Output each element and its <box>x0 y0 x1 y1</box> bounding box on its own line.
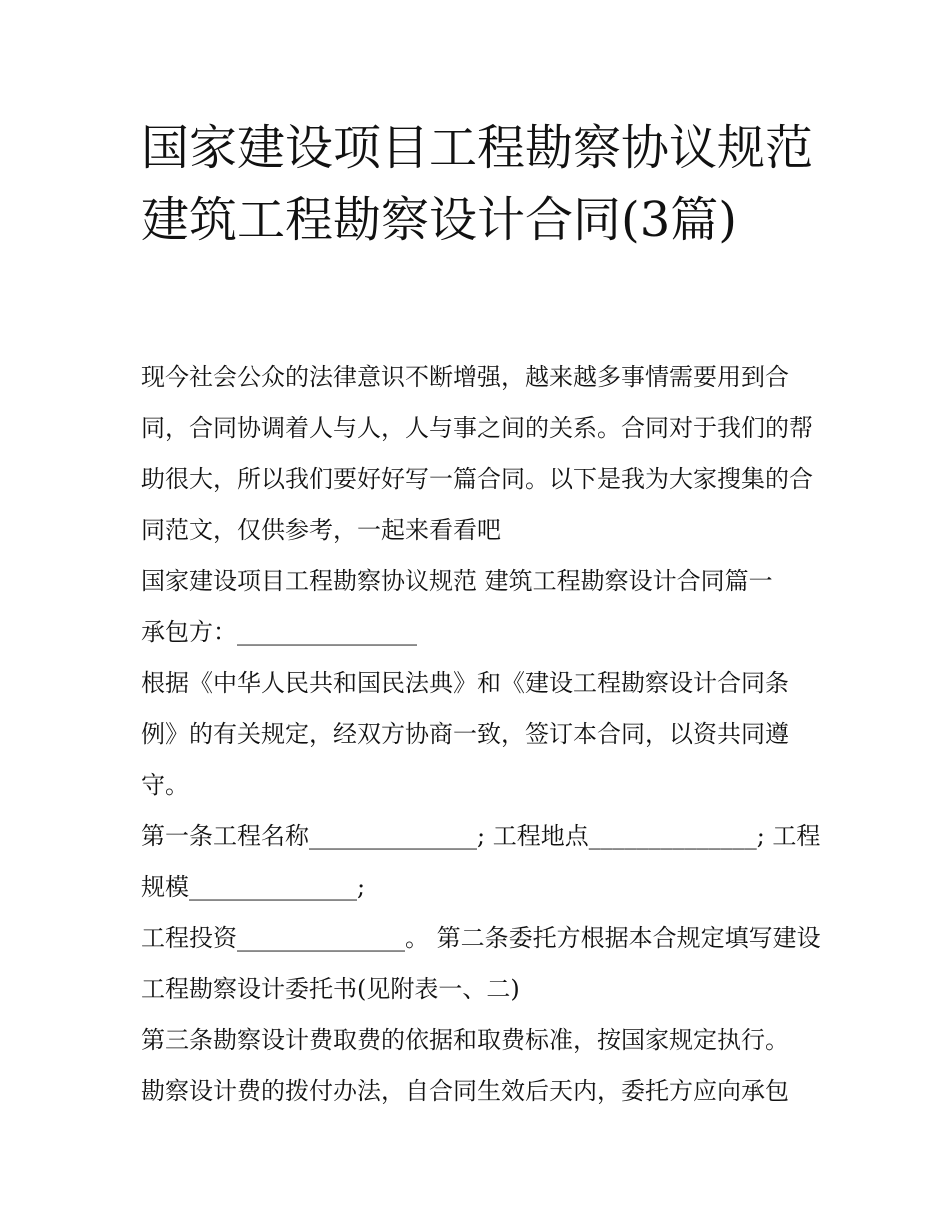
contractor-line: 承包方：_______________ <box>141 618 417 646</box>
document-body <box>141 352 821 1117</box>
article-one-paragraph: 第一条工程名称______________; 工程地点______________; 工程规模______________; <box>141 822 821 901</box>
payment-paragraph: 勘察设计费的拨付办法，自合同生效后天内，委托方应向承包 <box>141 1077 789 1105</box>
investment-article-two-paragraph: 工程投资______________。 第二条委托方根据本合规定填写建设工程勘察设计委托书(见附表一、二) <box>141 924 821 1003</box>
section-heading: 国家建设项目工程勘察协议规范 建筑工程勘察设计合同篇一 <box>141 567 773 595</box>
article-three-paragraph: 第三条勘察设计费取费的依据和取费标准，按国家规定执行。 <box>141 1026 789 1054</box>
document-title: 国家建设项目工程勘察协议规范 建筑工程勘察设计合同(3篇) <box>141 120 814 248</box>
intro-paragraph: 现今社会公众的法律意识不断增强，越来越多事情需要用到合同，合同协调着人与人，人与事之间的关系。合同对于我们的帮助很大，所以我们要好好写一篇合同。以下是我为大家搜集的合同范文，仅供参考，一起来看看吧 <box>141 363 813 544</box>
legal-basis-paragraph: 根据《中华人民共和国民法典》和《建设工程勘察设计合同条例》的有关规定，经双方协商一致，签订本合同，以资共同遵守。 <box>141 669 789 799</box>
